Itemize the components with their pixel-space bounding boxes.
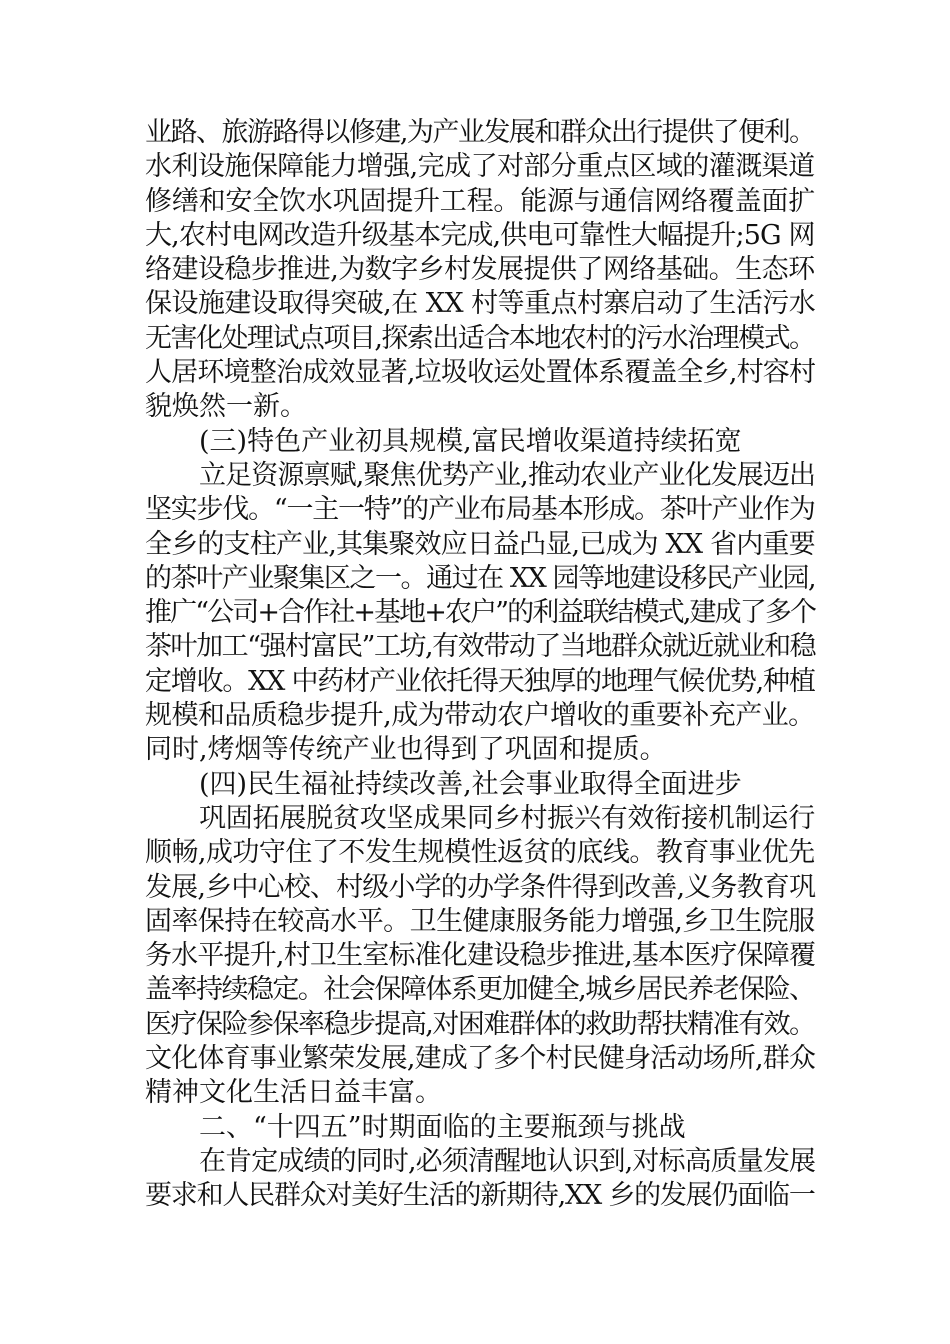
- paragraph-line: 精神文化生活日益丰富。: [145, 1077, 442, 1109]
- paragraph-line: 修缮和安全饮水巩固提升工程。能源与通信网络覆盖面扩: [145, 185, 815, 217]
- paragraph-line: 巩固拓展脱贫攻坚成果同乡村振兴有效衔接机制运行: [199, 802, 815, 834]
- paragraph-line: 无害化处理试点项目,探索出适合本地农村的污水治理模式。: [145, 322, 815, 354]
- paragraph-line: 立足资源禀赋,聚焦优势产业,推动农业产业化发展迈出: [199, 459, 816, 491]
- paragraph-line: 全乡的支柱产业,其集聚效应日益凸显,已成为 XX 省内重要: [145, 528, 815, 560]
- paragraph-line: 人居环境整治成效显著,垃圾收运处置体系覆盖全乡,村容村: [145, 357, 816, 389]
- paragraph-line: 推广“公司+合作社+基地+农户”的利益联结模式,建成了多个: [145, 597, 816, 629]
- section-heading: (四)民生福祉持续改善,社会事业取得全面进步: [199, 768, 742, 800]
- paragraph-line: 规模和品质稳步提升,成为带动农户增收的重要补充产业。: [145, 700, 815, 732]
- paragraph-line: 坚实步伐。“一主一特”的产业布局基本形成。茶叶产业作为: [145, 494, 815, 526]
- paragraph-line: 大,农村电网改造升级基本完成,供电可靠性大幅提升;5G 网: [145, 219, 815, 251]
- paragraph-line: 同时,烤烟等传统产业也得到了巩固和提质。: [145, 734, 667, 766]
- paragraph-line: 保设施建设取得突破,在 XX 村等重点村寨启动了生活污水: [145, 288, 816, 320]
- paragraph-line: 医疗保险参保率稳步提高,对困难群体的救助帮扶精准有效。: [145, 1008, 815, 1040]
- paragraph-line: 在肯定成绩的同时,必须清醒地认识到,对标高质量发展: [199, 1145, 816, 1177]
- section-heading: 二、“十四五”时期面临的主要瓶颈与挑战: [199, 1111, 686, 1143]
- paragraph-line: 要求和人民群众对美好生活的新期待,XX 乡的发展仍面临一: [145, 1180, 815, 1212]
- document-page: [145, 116, 815, 1214]
- section-heading: (三)特色产业初具规模,富民增收渠道持续拓宽: [199, 425, 742, 457]
- paragraph-line: 固率保持在较高水平。卫生健康服务能力增强,乡卫生院服: [145, 905, 815, 937]
- paragraph-line: 定增收。XX 中药材产业依托得天独厚的地理气候优势,种植: [145, 665, 815, 697]
- paragraph-line: 务水平提升,村卫生室标准化建设稳步推进,基本医疗保障覆: [145, 940, 816, 972]
- paragraph-line: 顺畅,成功守住了不发生规模性返贫的底线。教育事业优先: [145, 837, 815, 869]
- paragraph-line: 水利设施保障能力增强,完成了对部分重点区域的灌溉渠道: [145, 151, 815, 183]
- paragraph-line: 盖率持续稳定。社会保障体系更加健全,城乡居民养老保险、: [145, 974, 815, 1006]
- paragraph-line: 的茶叶产业聚集区之一。通过在 XX 园等地建设移民产业园,: [145, 562, 816, 594]
- paragraph-line: 貌焕然一新。: [145, 391, 307, 423]
- paragraph-line: 络建设稳步推进,为数字乡村发展提供了网络基础。生态环: [145, 254, 815, 286]
- paragraph-line: 茶叶加工“强村富民”工坊,有效带动了当地群众就近就业和稳: [145, 631, 816, 663]
- paragraph-line: 文化体育事业繁荣发展,建成了多个村民健身活动场所,群众: [145, 1043, 816, 1075]
- paragraph-line: 业路、旅游路得以修建,为产业发展和群众出行提供了便利。: [145, 117, 815, 148]
- paragraph-line: 发展,乡中心校、村级小学的办学条件得到改善,义务教育巩: [145, 871, 816, 903]
